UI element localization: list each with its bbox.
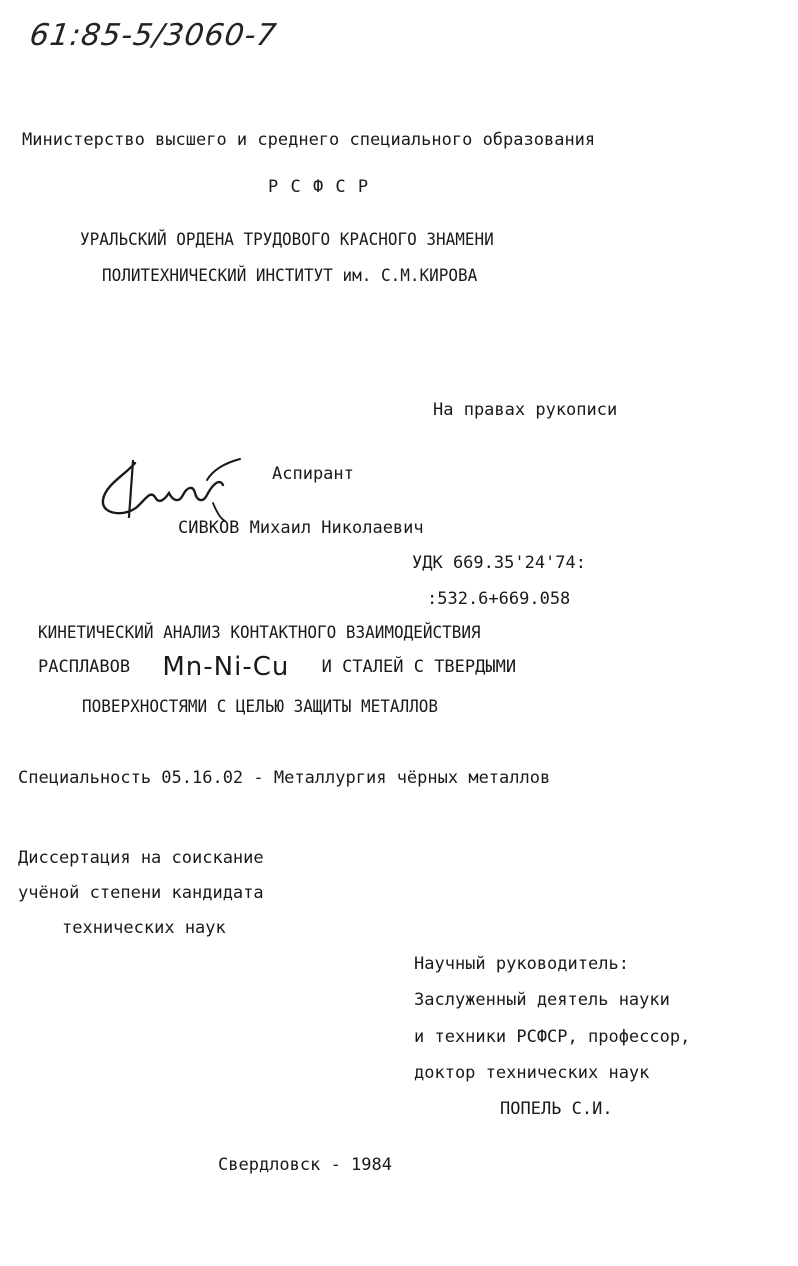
institute-line-2: ПОЛИТЕХНИЧЕСКИЙ ИНСТИТУТ им. С.М.КИРОВА: [102, 266, 478, 286]
specialty-line: Специальность 05.16.02 - Металлургия чёрных металлов: [18, 768, 551, 788]
institute-line-1: УРАЛЬСКИЙ ОРДЕНА ТРУДОВОГО КРАСНОГО ЗНАМЕНИ: [80, 230, 494, 250]
supervisor-line-1: Заслуженный деятель науки: [414, 990, 670, 1010]
title-line-2-suffix: И СТАЛЕЙ С ТВЕРДЫМИ: [321, 657, 517, 677]
supervisor-label: Научный руководитель:: [414, 954, 629, 974]
republic-line: Р С Ф С Р: [268, 177, 370, 197]
supervisor-line-2: и техники РСФСР, профессор,: [414, 1027, 691, 1047]
archive-mark: 61:85-5/3060-7: [27, 18, 280, 53]
dissertation-line-3: технических наук: [62, 918, 226, 938]
supervisor-line-3: доктор технических наук: [414, 1063, 650, 1083]
author-role: Аспирант: [272, 464, 354, 484]
dissertation-line-2: учёной степени кандидата: [18, 883, 264, 903]
dissertation-line-1: Диссертация на соискание: [18, 848, 264, 868]
supervisor-name: ПОПЕЛЬ С.И.: [500, 1099, 613, 1119]
title-line-1: КИНЕТИЧЕСКИЙ АНАЛИЗ КОНТАКТНОГО ВЗАИМОДЕЙСТВИЯ: [38, 623, 481, 643]
rights-note: На правах рукописи: [433, 400, 618, 420]
author-name: СИВКОВ Михаил Николаевич: [178, 518, 424, 538]
city-year: Свердловск - 1984: [218, 1155, 392, 1175]
title-line-2: [38, 652, 517, 682]
udc-line-1: УДК 669.35'24'74:: [412, 553, 586, 573]
ministry-line: Министерство высшего и среднего специального образования: [22, 130, 596, 150]
alloy-formula: Mn-Ni-Cu: [162, 652, 290, 682]
udc-line-2: :532.6+669.058: [427, 589, 571, 609]
title-line-2-prefix: РАСПЛАВОВ: [38, 657, 131, 677]
title-line-3: ПОВЕРХНОСТЯМИ С ЦЕЛЬЮ ЗАЩИТЫ МЕТАЛЛОВ: [82, 697, 438, 717]
